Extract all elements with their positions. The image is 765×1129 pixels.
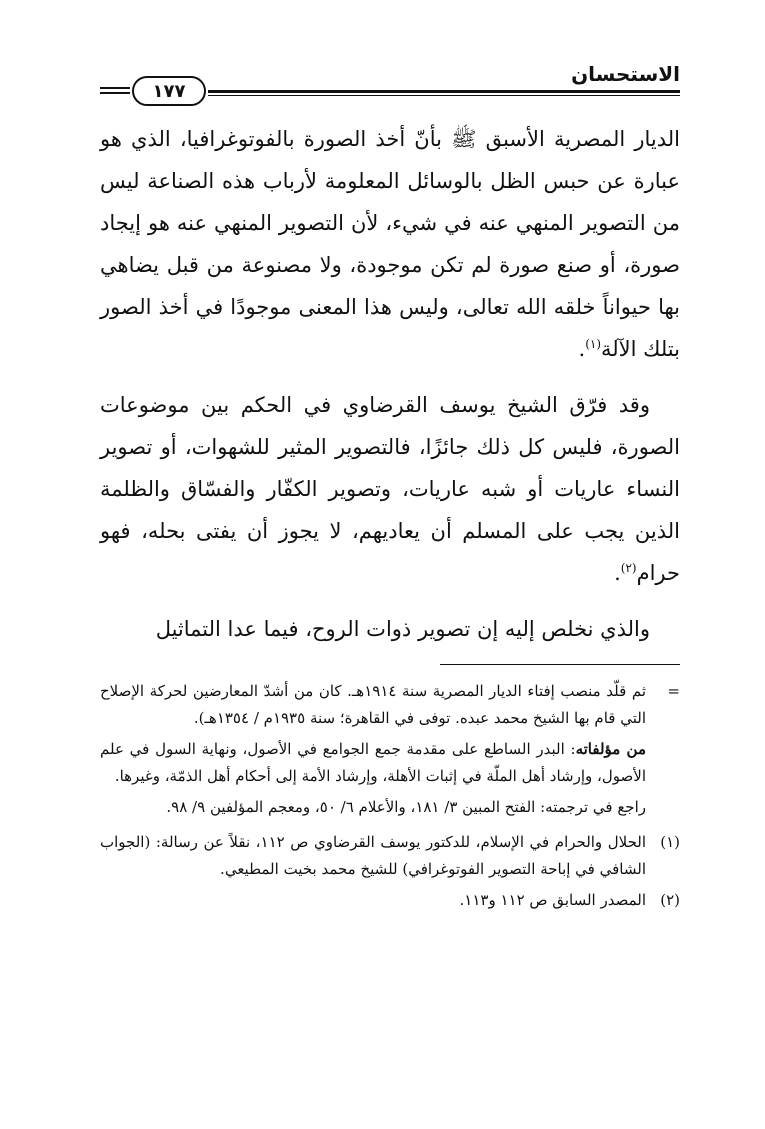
chapter-title: الاستحسان	[571, 62, 680, 86]
footnote-ref-2[interactable]: (٢)	[620, 561, 637, 575]
paragraph-2	[100, 384, 680, 594]
footnote-continued-p2	[100, 736, 646, 790]
page-number-ornament	[100, 76, 208, 106]
ornament-line-top	[100, 87, 130, 89]
footnote-continued-p1: ثم قلّد منصب إفتاء الديار المصرية سنة ١٩١٤هـ. كان من أشدّ المعارضين لحركة الإصلاح التي قام بها الشيخ محمد عبده. توفى في القاهرة؛ سنة ١٩٣٥م / ١٣٥٤هـ).	[100, 682, 646, 727]
footnote-1	[100, 829, 680, 883]
ornament-line-bottom	[100, 92, 130, 94]
paragraph-1-end: .	[578, 337, 586, 361]
works-text: : البدر الساطع على مقدمة جمع الجوامع في الأصول، ونهاية السول في علم الأصول، وإرشاد أهل الملّة في إثبات الأهلة، وإرشاد الأمة إلى أحكام أهل الذمّة، وغيرها.	[100, 740, 646, 785]
footnote-1-marker: (١)	[660, 833, 680, 851]
footnote-continued-p3: راجع في ترجمته: الفتح المبين ٣/ ١٨١، والأعلام ٦/ ٥٠، ومعجم المؤلفين ٩/ ٩٨.	[166, 798, 646, 816]
footnote-ref-1[interactable]: (١)	[585, 337, 602, 351]
page-number: ١٧٧	[132, 76, 206, 106]
footnote-2-text: المصدر السابق ص ١١٢ و١١٣.	[459, 891, 646, 909]
paragraph-2-end: .	[614, 561, 621, 585]
works-label: من مؤلفاته	[575, 740, 646, 758]
header-rule-thin	[208, 95, 680, 96]
footnote-continued-marker: =	[667, 682, 680, 700]
main-text	[100, 118, 680, 664]
paragraph-1-text: الديار المصرية الأسبق ﷺ بأنّ أخذ الصورة بالفوتوغرافيا، الذي هو عبارة عن حبس الظل بالوسائل المعلومة لأرباب هذه الصناعة ليس من التصوير المنهي عنه في شيء، لأن التصوير المنهي عنه هو إيجاد صورة، أو صنع صورة لم تكن موجودة، ولا مصنوعة من قبل يضاهي بها حيواناً خلقه الله تعالى، وليس هذا المعنى موجودًا في أخذ الصور بتلك الآلة	[100, 127, 680, 361]
footnote-2-marker: (٢)	[660, 891, 680, 909]
footnote-separator	[440, 664, 680, 665]
paragraph-1	[100, 118, 680, 370]
running-header	[100, 58, 680, 108]
footnote-2	[100, 887, 680, 914]
paragraph-3: والذي نخلص إليه إن تصوير ذوات الروح، فيما عدا التماثيل	[155, 617, 650, 641]
footnote-continued	[100, 678, 680, 825]
footnote-continued-content	[100, 678, 646, 825]
paragraph-2-text: وقد فرّق الشيخ يوسف القرضاوي في الحكم بين موضوعات الصورة، فليس كل ذلك جائزًا، فالتصوير المثير للشهوات، أو تصوير النساء عاريات أو شبه عاريات، وتصوير الكفّار والفسّاق والظلمة الذين يجب على المسلم أن يعاديهم، لا يجوز أن يفتى بحله، فهو حرام	[100, 393, 680, 585]
header-rule-thick	[208, 90, 680, 93]
footnotes-section	[100, 678, 680, 918]
footnote-1-text: الحلال والحرام في الإسلام، للدكتور يوسف القرضاوي ص ١١٢، نقلاً عن رسالة: (الجواب الشافي في إباحة التصوير الفوتوغرافي) للشيخ محمد بخيت المطيعي.	[100, 833, 647, 878]
